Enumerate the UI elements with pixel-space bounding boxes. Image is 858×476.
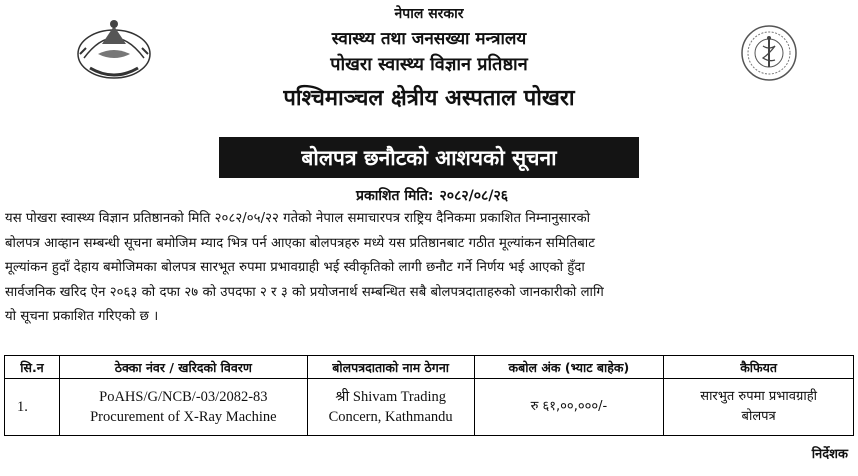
bidder-address: Concern, Kathmandu (328, 409, 453, 425)
header-contract: ठेक्का नंवर / खरिदको विवरण (59, 356, 307, 379)
bidder-name: श्री Shivam Trading (335, 389, 446, 405)
notice-title: बोलपत्र छनौटको आशयको सूचना (219, 137, 639, 178)
signatory-title: निर्देशक (811, 447, 848, 462)
body-line: बोलपत्र आव्हान सम्बन्धी सूचना बमोजिम म्याद भित्र पर्न आएका बोलपत्रहरु मध्ये यस प्रतिष्ठानबाट गठीत मूल्यांकन समितिबाट (5, 235, 595, 251)
body-line: मूल्यांकन हुदाँ देहाय बमोजिमका बोलपत्र सारभूत रुपमा प्रभावग्राही भई स्वीकृतिको लागी छनौट गर्ने निर्णय भई आएको हुँदा (5, 260, 585, 276)
body-line: यो सूचना प्रकाशित गरिएको छ । (5, 309, 159, 325)
cell-serial: 1. (5, 379, 60, 436)
table-header-row (5, 356, 854, 379)
body-line: सार्वजनिक खरिद ऐन २०६३ को दफा २७ को उपदफा २ र ३ को प्रयोजनार्थ सम्बन्धित सबै बोलपत्रदाताहरुको जानकारीको लागि (5, 284, 604, 300)
header-institute: पोखरा स्वास्थ्य विज्ञान प्रतिष्ठान (330, 54, 528, 75)
contract-description: Procurement of X-Ray Machine (90, 409, 277, 425)
remark-line: सारभुत रुपमा प्रभावग्राही (700, 389, 817, 404)
table-row (5, 379, 854, 436)
cell-bidder (307, 379, 474, 436)
published-date-label: प्रकाशित मिति: (355, 188, 434, 204)
header-ministry: स्वास्थ्य तथा जनसख्या मन्त्रालय (331, 29, 527, 49)
header-hospital: पश्चिमाञ्चल क्षेत्रीय अस्पताल पोखरा (283, 86, 575, 111)
contract-number: PoAHS/G/NCB/-03/2082-83 (99, 389, 268, 405)
cell-contract (59, 379, 307, 436)
cell-amount: रु ६१,००,०००/- (474, 379, 664, 436)
header-government: नेपाल सरकार (394, 6, 464, 22)
header-serial: सि.न (5, 356, 60, 379)
published-date-line (0, 186, 858, 205)
header-bidder: बोलपत्रदाताको नाम ठेगना (307, 356, 474, 379)
bid-selection-table (4, 355, 854, 436)
remark-line: बोलपत्र (741, 409, 776, 424)
cell-remarks (664, 379, 854, 436)
header-amount: कबोल अंक (भ्याट बाहेक) (474, 356, 664, 379)
published-date-value: २०८२/०८/२६ (439, 188, 508, 204)
notice-body (5, 207, 851, 330)
header-remarks: कैफियत (664, 356, 854, 379)
body-line: यस पोखरा स्वास्थ्य विज्ञान प्रतिष्ठानको मिति २०८२/०५/२२ गतेको नेपाल समाचारपत्र राष्ट्रिय दैनिकमा प्रकाशित निम्नानुसारको (5, 211, 591, 226)
